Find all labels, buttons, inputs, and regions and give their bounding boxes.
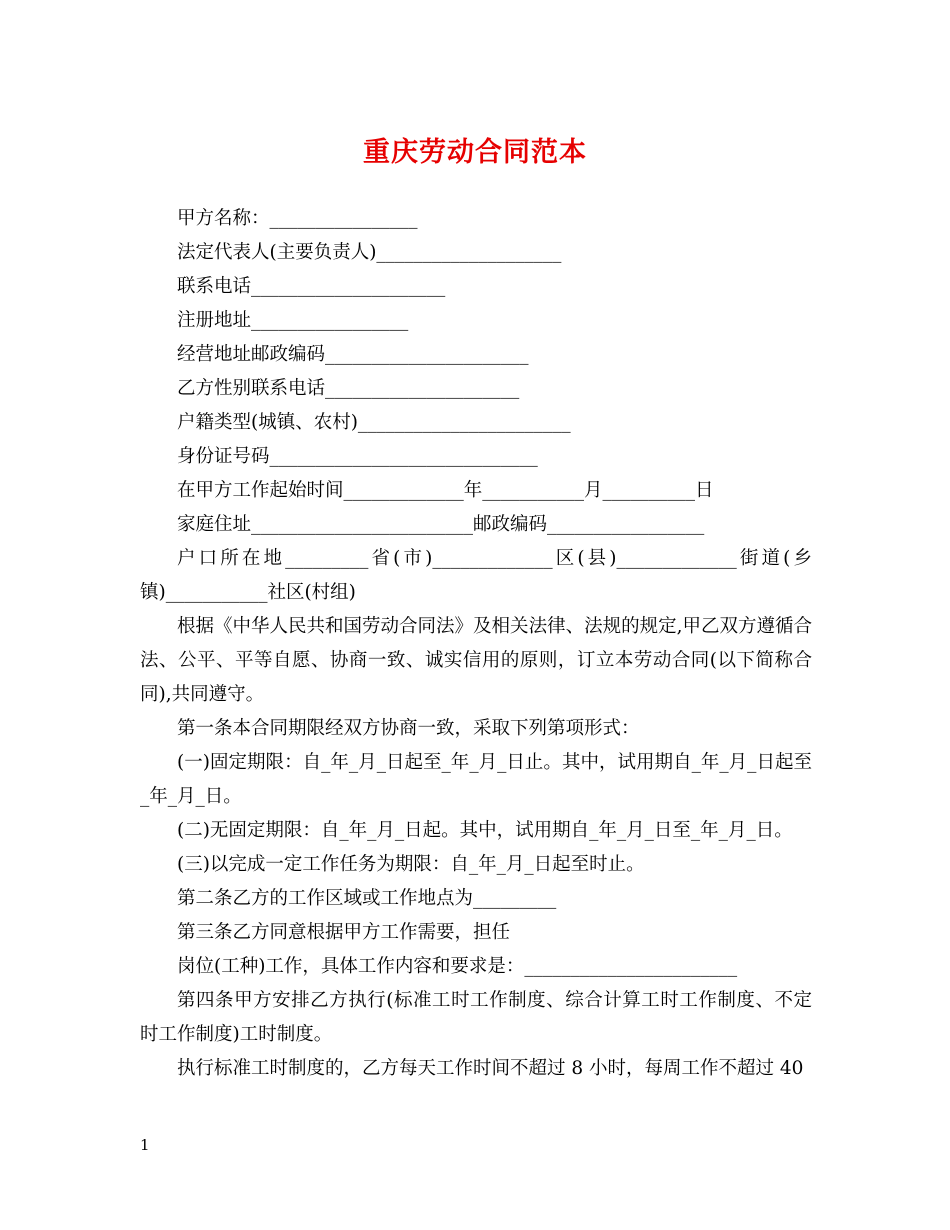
field-business-address-postcode: 经营地址邮政编码______________________ xyxy=(177,344,529,365)
field-party-b-gender-phone: 乙方性别联系电话_____________________ xyxy=(177,378,520,399)
page-title: 重庆劳动合同范本 xyxy=(363,137,587,168)
paragraph-standard-hours: 执行标准工时制度的，乙方每天工作时间不超过 8 小时，每周工作不超过 40 xyxy=(177,1058,804,1079)
field-id-number: 身份证号码_____________________________ xyxy=(177,446,538,467)
paragraph-term-open: (二)无固定期限：自_年_月_日起。其中，试用期自_年_月_日至_年_月_日。 xyxy=(177,820,793,841)
paragraph-article-2: 第二条乙方的工作区域或工作地点为_________ xyxy=(177,888,557,909)
paragraph-household-location: 户口所在地_________省(市)_____________区(县)_____________街道(乡镇)___________社区(村组) xyxy=(140,548,812,603)
field-work-start-date: 在甲方工作起始时间_____________年___________月__________日 xyxy=(177,480,714,501)
paragraph-term-fixed: (一)固定期限：自_年_月_日起至_年_月_日止。其中，试用期自_年_月_日起至_年_月_日。 xyxy=(140,752,812,807)
field-home-address-postcode: 家庭住址________________________邮政编码_________________ xyxy=(177,514,705,535)
paragraph-article-3-position: 岗位(工种)工作，具体工作内容和要求是：_______________________ xyxy=(177,956,738,977)
page-number: 1 xyxy=(140,1136,150,1154)
paragraph-article-4: 第四条甲方安排乙方执行(标准工时工作制度、综合计算工时工作制度、不定时工作制度)工时制度。 xyxy=(140,990,812,1045)
field-registered-address: 注册地址_________________ xyxy=(177,310,409,331)
paragraph-term-task: (三)以完成一定工作任务为期限：自_年_月_日起至时止。 xyxy=(177,854,645,875)
paragraph-article-1: 第一条本合同期限经双方协商一致，采取下列第项形式： xyxy=(177,718,640,739)
field-party-a-name: 甲方名称：________________ xyxy=(177,208,418,229)
field-contact-phone: 联系电话_____________________ xyxy=(177,276,446,297)
field-household-type: 户籍类型(城镇、农村)_______________________ xyxy=(177,412,571,433)
paragraph-preamble: 根据《中华人民共和国劳动合同法》及相关法律、法规的规定,甲乙双方遵循合法、公平、平等自愿、协商一致、诚实信用的原则，订立本劳动合同(以下简称合同),共同遵守。 xyxy=(140,616,812,705)
field-legal-representative: 法定代表人(主要负责人)____________________ xyxy=(177,242,562,263)
paragraph-article-3: 第三条乙方同意根据甲方工作需要，担任 xyxy=(177,922,511,943)
document-body xyxy=(140,202,812,1086)
